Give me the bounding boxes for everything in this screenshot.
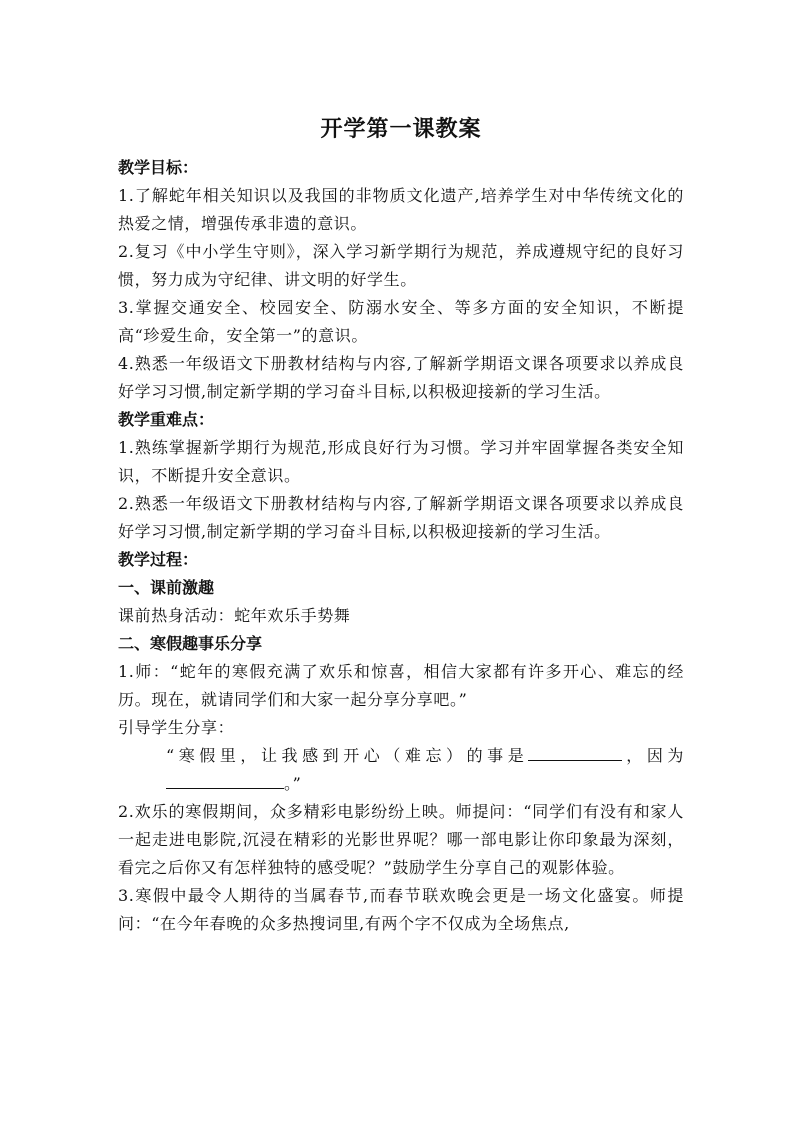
goal-item-2: 2.复习《中小学生守则》，深入学习新学期行为规范，养成遵规守纪的良好习惯，努力成为守纪律、讲文明的好学生。 <box>118 242 684 289</box>
document-page <box>118 112 684 938</box>
process-heading: 教学过程： <box>118 550 199 569</box>
section2-item-2: 2.欢乐的寒假期间，众多精彩电影纷纷上映。师提问：“同学们有没有和家人一起走进电影院,沉浸在精彩的光影世界呢？哪一部电影让你印象最为深刻，看完之后你又有怎样独特的感受呢？”鼓励学生分享自己的观影体验。 <box>118 802 684 877</box>
keypoint-item-2: 2.熟悉一年级语文下册教材结构与内容,了解新学期语文课各项要求以养成良好学习习惯,制定新学期的学习奋斗目标,以积极迎接新的学习生活。 <box>118 494 684 541</box>
section2-heading: 二、寒假趣事乐分享 <box>118 634 263 653</box>
page-title: 开学第一课教案 <box>320 117 482 142</box>
fill-in-sentence <box>118 742 684 798</box>
keypoint-item-1: 1.熟练掌握新学期行为规范,形成良好行为习惯。学习并牢固掌握各类安全知识，不断提升安全意识。 <box>118 438 684 485</box>
blank-line-2 <box>166 770 284 789</box>
section1-activity: 课前热身活动：蛇年欢乐手势舞 <box>118 606 351 625</box>
blank-line-1 <box>528 742 622 761</box>
goals-heading: 教学目标： <box>118 158 199 177</box>
section2-item-3: 3.寒假中最令人期待的当属春节,而春节联欢晚会更是一场文化盛宴。师提问：“在今年春晚的众多热搜词里,有两个字不仅成为全场焦点, <box>118 886 684 933</box>
goal-item-3: 3.掌握交通安全、校园安全、防溺水安全、等多方面的安全知识，不断提高“珍爱生命，安全第一”的意识。 <box>118 298 684 345</box>
section2-item-1: 1.师：“蛇年的寒假充满了欢乐和惊喜，相信大家都有许多开心、难忘的经历。现在，就请同学们和大家一起分享分享吧。” <box>118 662 684 709</box>
section2-guide: 引导学生分享： <box>118 718 235 737</box>
goal-item-1: 1.了解蛇年相关知识以及我国的非物质文化遗产,培养学生对中华传统文化的热爱之情，增强传承非遗的意识。 <box>118 186 684 233</box>
sentence-part-3: 。” <box>284 774 302 793</box>
keypoints-heading: 教学重难点： <box>118 410 215 429</box>
sentence-part-1: “寒假里，让我感到开心（难忘）的事是 <box>166 746 529 765</box>
section1-heading: 一、课前激趣 <box>118 578 215 597</box>
sentence-part-2: ，因为 <box>622 746 684 765</box>
goal-item-4: 4.熟悉一年级语文下册教材结构与内容,了解新学期语文课各项要求以养成良好学习习惯,制定新学期的学习奋斗目标,以积极迎接新的学习生活。 <box>118 354 684 401</box>
